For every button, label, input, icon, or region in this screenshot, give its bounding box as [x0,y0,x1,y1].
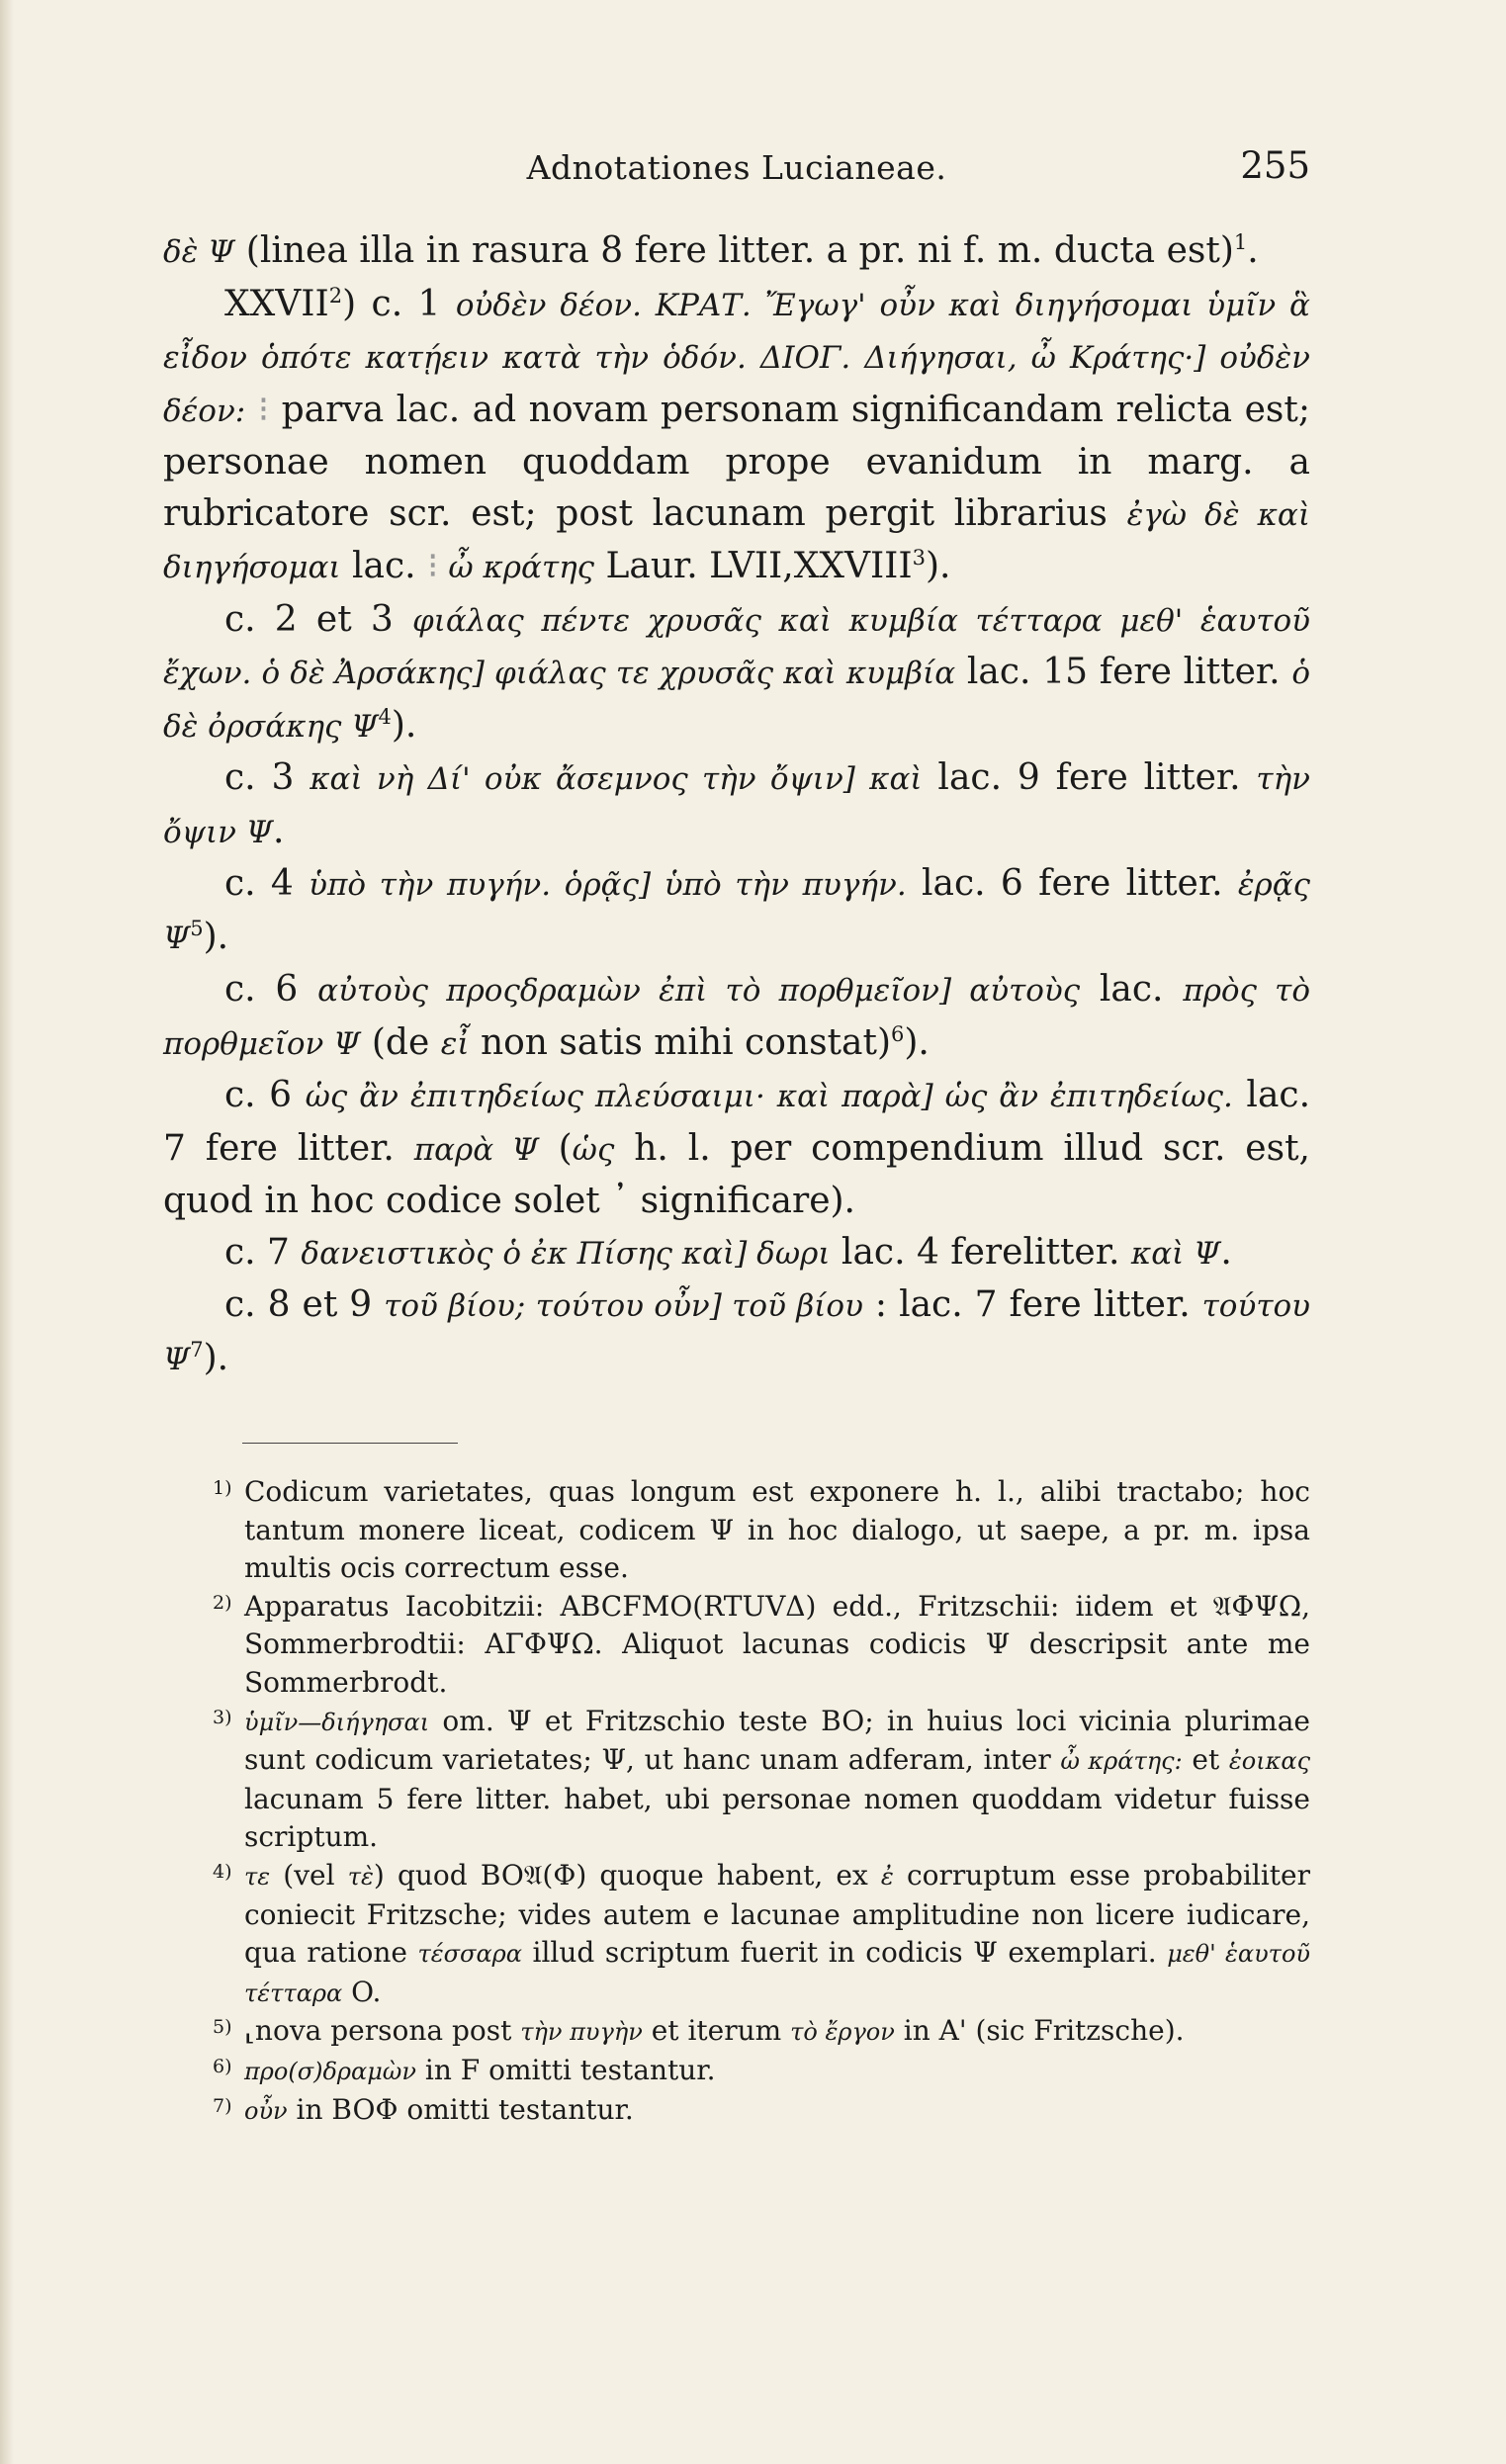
text-run: lac. [1080,969,1184,1010]
text-run: ). [203,916,229,957]
greek-text: οὐδὲν δέον. ΚΡΑΤ. Ἔγωγ' οὖν καὶ διηγήσομαι ὑμῖν ἃ εἶδον ὁπότε κατῄειν κατὰ τὴν ὁδόν. ΔΙΟΓ. Διήγησαι, ὦ Κράτης·] οὐδὲν δέον: [163,287,1310,429]
greek-text: φιάλας πέντε χρυσᾶς καὶ κυμβία τέτταρα μεθ' ἑαυτοῦ ἔχων. ὁ δὲ Ἀρσάκης] φιάλας τε χρυσᾶς καὶ κυμβία [163,602,1310,691]
text-run: Laur. LVII,XXVIII [594,546,913,586]
greek-text: ὑμῖν—διήγησαι [244,1708,430,1736]
text-run: O. [342,1975,382,2008]
greek-text: ἐρᾷς Ψ [163,867,1311,956]
greek-text: ὦ κράτης: [1060,1747,1183,1776]
text-run: c. 2 et 3 [224,598,413,640]
footnote [163,1703,1310,1857]
text-run: ). [391,704,417,746]
greek-text: δὲ Ψ [163,234,235,270]
text-run: in BOΦ omitti testantur. [287,2092,634,2126]
greek-text: ἐγὼ δὲ καὶ διηγήσομαι [163,496,1310,585]
text-run: in A' (sic Fritzsche). [894,2014,1185,2048]
greek-text: τοῦ βίου; τούτου οὖν] τοῦ βίου [384,1288,863,1324]
text-run: c. 4 [224,863,310,904]
text-run: ). [203,1337,229,1378]
footnote-mark: 5) [213,2016,232,2039]
greek-text: τε [244,1862,271,1891]
paragraph [163,1070,1310,1227]
text-run: c. 8 et 9 [224,1284,385,1325]
text-run: h. l. per compendium illud scr. est, quod in hoc codice solet ᾿ significare). [163,1127,1310,1221]
lacuna-marker: ⁝ [427,546,439,586]
running-header [163,138,1310,198]
greek-text: παρὰ Ψ [413,1131,539,1168]
text-run: ⸤nova persona post [244,2014,521,2048]
text-run: lac. 6 fere litter. [906,863,1238,904]
footnote [163,1588,1310,1703]
greek-text: τὴν ὄψιν Ψ [163,761,1310,850]
greek-text: τέσσαρα [417,1940,522,1969]
text-run: lac. 15 fere litter. [955,652,1292,692]
footnote-rule [242,1443,458,1444]
page-binding-shadow [0,0,14,2464]
text-run: (de [360,1021,441,1063]
greek-text: αὐτοὺς προςδραμὼν ἐπὶ τὸ πορθμεῖον] αὐτοὺς [317,973,1081,1009]
text-run: ) c. 1 [342,283,456,324]
text-run: parva lac. ad novam personam significandam relicta est; personae nomen quoddam prope evanidum in marg. a rubricatore scr. est; post lacunam pergit librarius [163,389,1310,534]
greek-text: οὖν [244,2096,288,2125]
text-run: ). [904,1021,930,1063]
greek-text: πρὸς τὸ πορθμεῖον Ψ [163,973,1310,1062]
paragraph [163,594,1310,753]
footnote-mark: 7) [213,2094,232,2117]
text-run: c. 6 [224,1075,306,1115]
text-run: XXVII [224,283,329,324]
paragraph [163,225,1310,279]
text-run: c. 3 [224,757,310,798]
text-run: lac. [340,546,428,586]
page-number: 255 [1240,144,1310,187]
greek-text: προ(σ)δραμὼν [244,2057,416,2085]
text-run: et iterum [642,2014,791,2048]
text-run: in hoc dialogo, ut saepe, a pr. m. ipsa multis ocis correctum esse. [244,1513,1310,1585]
greek-text: τὲ [347,1862,374,1891]
greek-text: ὁ δὲ ὀρσάκης Ψ [163,656,1311,745]
text-run: . [1220,1231,1232,1273]
paragraph [163,752,1310,858]
greek-text: καὶ Ψ [1130,1235,1221,1272]
paragraph [163,1279,1310,1385]
text-run: Ψ [709,1513,735,1546]
footnote [163,2012,1310,2052]
footnote-ref: 5 [190,916,204,940]
text-run: ) quod BO𝔄(Φ) quoque habent, ex [373,1858,881,1892]
footnote [163,2091,1310,2131]
paragraph [163,858,1310,964]
text-run: ). [926,546,951,586]
greek-text: ὦ κράτης [438,550,595,585]
greek-text: ἐ [880,1862,894,1891]
paragraph [163,964,1310,1070]
paragraph [163,279,1310,594]
text-run: ( [538,1127,573,1169]
text-run: . [1247,230,1259,271]
greek-text: τὴν πυγὴν [520,2018,643,2047]
footnote-mark: 2) [213,1591,232,1614]
footnote-mark: 6) [213,2055,232,2077]
greek-text: τούτου Ψ [163,1288,1310,1377]
page [163,138,1310,2130]
greek-text: μεθ' ἑαυτοῦ τέτταρα [244,1940,1311,2007]
footnote [163,1473,1310,1588]
text-run: illud scriptum fuerit in codicis Ψ exemplari. [521,1936,1168,1970]
text-run: c. 7 [224,1231,302,1273]
text-run: . [273,810,285,851]
greek-text: δανειστικὸς ὁ ἐκ Πίσης καὶ] δωρι [301,1235,831,1272]
text-run: lac. 4 ferelitter. [830,1231,1131,1273]
running-title: Adnotationes Lucianeae. [526,148,947,187]
text-run: (vel [270,1858,348,1892]
footnote [163,2052,1310,2091]
text-run: lacunam 5 fere litter. habet, ubi personae nomen quoddam videtur fuisse scriptum. [244,1782,1310,1854]
footnote-ref: 7 [190,1337,204,1362]
text-run: Codicum varietates, quas longum est exponere h. l., alibi tractabo; hoc tantum monere liceat, codicem [244,1475,1310,1546]
greek-text: καὶ νὴ Δί' οὐκ ἄσεμνος τὴν ὄψιν] καὶ [310,761,923,797]
text-run: Apparatus Iacobitzii: ABCFMO(RTUVΔ) edd., Fritzschii: iidem et 𝔄ΦΨΩ, Sommerbrodtii: ΑΓΦΨΩ. Aliquot lacunas codicis Ψ descripsit ante me Sommerbrodt. [244,1589,1310,1699]
text-run: (linea illa in rasura 8 fere litter. a pr. ni f. m. ducta est) [234,230,1234,271]
greek-text: ἐοικας [1228,1747,1311,1776]
greek-text: εἶ [440,1025,470,1062]
footnote-ref: 6 [891,1021,905,1046]
text-run: et [1182,1743,1229,1777]
footnote-mark: 1) [213,1477,232,1499]
footnotes [163,1473,1310,2130]
footnote-ref: 1 [1233,230,1248,254]
footnote-ref: 3 [912,546,926,570]
footnote [163,1857,1310,2012]
footnote-ref: 4 [378,704,392,729]
greek-text: ὑπὸ τὴν πυγήν. ὁρᾷς] ὑπὸ τὴν πυγήν. [309,867,907,903]
paragraph [163,1227,1310,1280]
text-run: om. Ψ et Fritzschio teste BO; in huius loci vicinia plurimae sunt codicum varietates; Ψ, ut hanc unam adferam, inter [244,1704,1310,1777]
text-run: c. 6 [224,969,318,1010]
text-run: lac. 9 fere litter. [922,757,1257,798]
footnote-mark: 4) [213,1860,232,1883]
greek-text: ὡς [572,1131,615,1168]
text-run: corruptum esse probabiliter coniecit Fritzsche; vides autem e lacunae amplitudine non licere iudicare, qua ratione [244,1858,1310,1970]
footnote-mark: 3) [213,1706,232,1728]
text-run: lac. 7 fere litter. [163,1075,1311,1169]
text-run: : lac. 7 fere litter. [862,1284,1202,1325]
greek-text: τὸ ἔργον [790,2018,895,2047]
text-run: non satis mihi constat) [469,1021,891,1063]
greek-text: ὡς ἂν ἐπιτηδείως πλεύσαιμι· καὶ παρὰ] ὡς ἂν ἐπιτηδείως. [305,1079,1233,1114]
main-text [163,225,1310,1385]
lacuna-marker: ⁝ [245,389,282,430]
footnote-ref: 2 [328,283,343,308]
text-run: in F omitti testantur. [415,2053,716,2086]
